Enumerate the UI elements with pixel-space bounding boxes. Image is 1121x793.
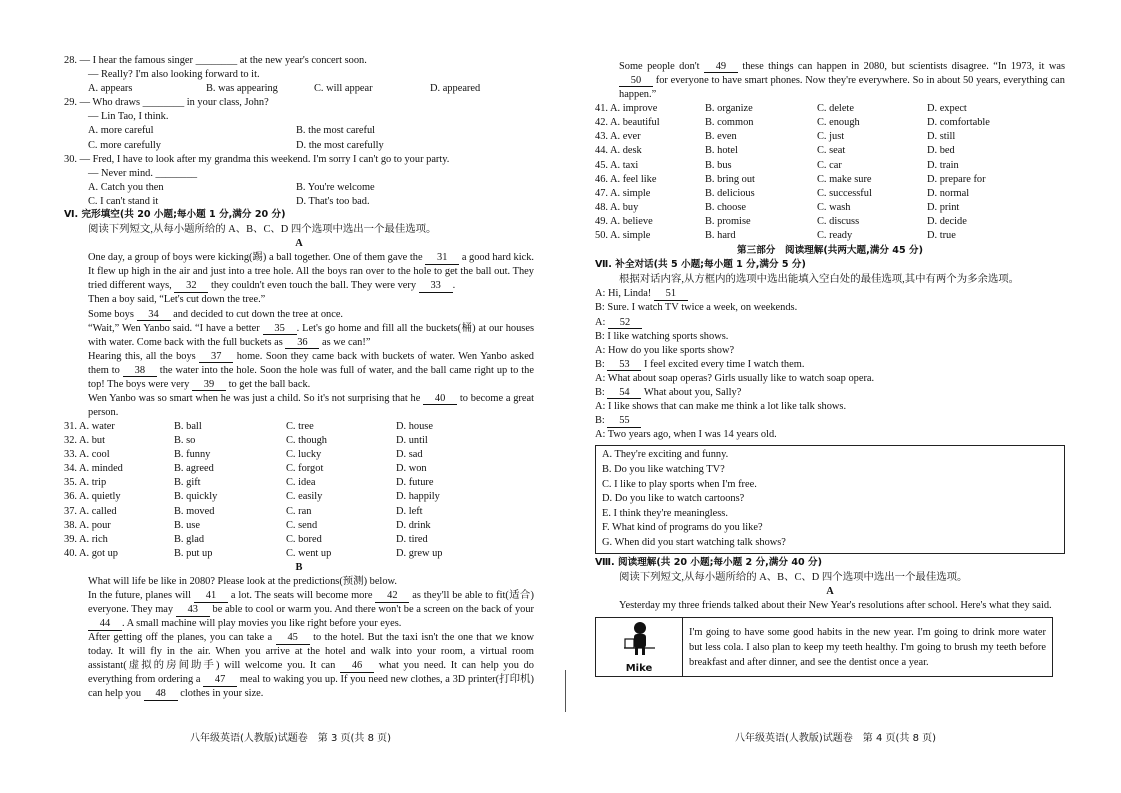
dialogue-line: A: Two years ago, when I was 14 years old. bbox=[595, 429, 777, 441]
option[interactable]: B. use bbox=[174, 519, 200, 531]
paragraph: After getting off the planes, you can take a 45 to the hotel. But the taxi isn't the one that we know today. It will fly in the air. When you arrive at the hotel and walk into your room, a virtual room assistant(虚拟的房间助手) will welcome you. It can 46 what you need. It can help you do everything from ordering a 47 meal to waking you up. If you need new clothes, a 3D printer(打印机) can help you 48 clothes in your size. bbox=[88, 632, 534, 700]
option[interactable]: 32. A. but bbox=[64, 435, 105, 447]
option[interactable]: C. discuss bbox=[817, 215, 860, 227]
page-divider bbox=[565, 670, 566, 712]
option[interactable]: C. bored bbox=[286, 533, 322, 545]
q28-reply: — Really? I'm also looking forward to it. bbox=[88, 69, 260, 81]
option[interactable]: B. common bbox=[705, 117, 754, 129]
q30-stem: 30. — Fred, I have to look after my grandma this weekend. I'm sorry I can't go to your party. bbox=[64, 153, 450, 165]
q30-reply: — Never mind. ________ bbox=[88, 167, 198, 179]
option[interactable]: B. glad bbox=[174, 533, 205, 545]
blank[interactable]: 44 bbox=[88, 618, 122, 630]
option[interactable]: 36. A. quietly bbox=[64, 491, 121, 503]
option[interactable]: C. ready bbox=[817, 229, 853, 241]
option[interactable]: 45. A. taxi bbox=[595, 159, 639, 171]
option[interactable]: C. more carefully bbox=[88, 139, 161, 151]
choice-box bbox=[595, 445, 1065, 553]
option[interactable]: C. tree bbox=[286, 420, 314, 432]
option[interactable]: D. happily bbox=[396, 491, 440, 503]
paragraph: Some boys 34 and decided to cut down the tree at once. bbox=[88, 308, 344, 320]
option[interactable]: D. That's too bad. bbox=[296, 195, 370, 207]
option[interactable]: D. tired bbox=[396, 533, 428, 545]
mike-avatar-icon bbox=[619, 619, 659, 657]
q28-options bbox=[64, 82, 534, 96]
dialogue bbox=[595, 287, 1065, 442]
blank[interactable]: 45 bbox=[276, 632, 310, 644]
blank[interactable]: 48 bbox=[144, 688, 178, 700]
paragraph: What will life be like in 2080? Please look at the predictions(预测) below. bbox=[88, 576, 397, 587]
option[interactable]: 39. A. rich bbox=[64, 533, 108, 545]
right-page-footer: 八年级英语(人教版)试题卷 第 4 页(共 8 页) bbox=[735, 733, 937, 744]
choice-option[interactable]: F. What kind of programs do you like? bbox=[602, 522, 763, 534]
option[interactable]: C. successful bbox=[817, 187, 872, 199]
option[interactable]: C. easily bbox=[286, 491, 323, 503]
q30-options-1 bbox=[64, 181, 534, 195]
section-8-instruction: 阅读下列短文,从每小题所给的 A、B、C、D 四个选项中选出一个最佳选项。 bbox=[619, 571, 968, 583]
option[interactable]: D. expect bbox=[927, 103, 967, 115]
option[interactable]: 48. A. buy bbox=[595, 201, 639, 213]
option[interactable]: A. more careful bbox=[88, 125, 154, 137]
option[interactable]: D. prepare for bbox=[927, 173, 986, 185]
paragraph: In the future, planes will 41 a lot. The seats will become more 42 as they'll be able to fit(适合) everyone. They may 43 be able to cool or warm you. And there won't be a screen on the back of your 44 . A small machine will play movies you like right before your eyes. bbox=[88, 590, 534, 630]
blank[interactable]: 38 bbox=[123, 365, 157, 377]
blank[interactable]: 40 bbox=[423, 393, 457, 405]
option[interactable]: D. print bbox=[927, 201, 960, 213]
blank[interactable]: 50 bbox=[619, 75, 653, 87]
dialogue-line: A: Hi, Linda! 51 bbox=[595, 287, 1065, 301]
option[interactable]: C. went up bbox=[286, 547, 332, 559]
blank[interactable]: 32 bbox=[174, 280, 208, 292]
blank[interactable]: 54 bbox=[607, 387, 641, 399]
option[interactable]: C. I can't stand it bbox=[88, 195, 159, 207]
blank[interactable]: 53 bbox=[607, 359, 641, 371]
option[interactable]: 44. A. desk bbox=[595, 145, 642, 157]
option[interactable]: B. put up bbox=[174, 547, 213, 559]
option[interactable]: C. though bbox=[286, 435, 327, 447]
dialogue-line: B: 53 I feel excited every time I watch them. bbox=[595, 358, 805, 370]
dialogue-line: A: I like shows that can make me think a lot like talk shows. bbox=[595, 401, 847, 413]
left-page-footer: 八年级英语(人教版)试题卷 第 3 页(共 8 页) bbox=[190, 733, 392, 744]
option[interactable]: B. delicious bbox=[705, 187, 755, 199]
part-3-title: 第三部分 阅读理解(共两大题,满分 45 分) bbox=[737, 245, 923, 257]
cloze-b-options bbox=[595, 102, 1065, 243]
option[interactable]: D. grew up bbox=[396, 547, 443, 559]
q29-options-2 bbox=[64, 139, 534, 153]
blank[interactable]: 39 bbox=[192, 379, 226, 391]
q29-options-1 bbox=[64, 124, 534, 138]
option[interactable]: B. bus bbox=[705, 159, 732, 171]
passage-a bbox=[64, 251, 534, 420]
right-page bbox=[595, 60, 1065, 677]
option[interactable]: A. Catch you then bbox=[88, 181, 164, 193]
option[interactable]: D. appeared bbox=[430, 83, 481, 95]
reading-passage-a-label: A bbox=[826, 585, 834, 597]
option[interactable]: B. promise bbox=[705, 215, 751, 227]
option[interactable]: C. forgot bbox=[286, 463, 324, 475]
choice-option[interactable]: G. When did you start watching talk shows? bbox=[602, 536, 786, 548]
dialogue-line: B: Sure. I watch TV twice a week, on weekends. bbox=[595, 302, 798, 314]
paragraph: Hearing this, all the boys 37 home. Soon they came back with buckets of water. Wen Yanbo asked them to 38 the water into the hole. Soon the hole was full of water, and the ball came right up to the top! The boys were very 39 to get the ball back. bbox=[88, 350, 534, 390]
option[interactable]: C. idea bbox=[286, 477, 316, 489]
option[interactable]: 46. A. feel like bbox=[595, 173, 657, 185]
option[interactable]: D. decide bbox=[927, 215, 967, 227]
option[interactable]: D. still bbox=[927, 131, 956, 143]
option[interactable]: 43. A. ever bbox=[595, 131, 641, 143]
blank[interactable]: 37 bbox=[199, 351, 233, 363]
option[interactable]: C. seat bbox=[817, 145, 846, 157]
option[interactable]: 33. A. cool bbox=[64, 449, 110, 461]
dialogue-line: B: 55 bbox=[595, 414, 1065, 428]
option[interactable]: C. ran bbox=[286, 505, 312, 517]
option[interactable]: D. sad bbox=[396, 449, 423, 461]
option[interactable]: B. gift bbox=[174, 477, 201, 489]
option[interactable]: 42. A. beautiful bbox=[595, 117, 660, 129]
option[interactable]: B. quickly bbox=[174, 491, 218, 503]
option[interactable]: C. will appear bbox=[314, 83, 373, 95]
section-6-instruction: 阅读下列短文,从每小题所给的 A、B、C、D 四个选项中选出一个最佳选项。 bbox=[88, 224, 437, 236]
option[interactable]: 40. A. got up bbox=[64, 547, 118, 559]
left-page bbox=[64, 54, 534, 701]
option[interactable]: D. bed bbox=[927, 145, 955, 157]
option[interactable]: 34. A. minded bbox=[64, 463, 123, 475]
option[interactable]: D. train bbox=[927, 159, 959, 171]
section-7-title: Ⅶ. 补全对话(共 5 小题;每小题 1 分,满分 5 分) bbox=[595, 259, 806, 271]
option[interactable]: D. house bbox=[396, 420, 433, 432]
dialogue-line: A: How do you like sports show? bbox=[595, 344, 735, 356]
option[interactable]: C. make sure bbox=[817, 173, 872, 185]
blank[interactable]: 49 bbox=[704, 61, 738, 73]
option[interactable]: D. until bbox=[396, 435, 428, 447]
option[interactable]: B. even bbox=[705, 131, 737, 143]
blank[interactable]: 41 bbox=[194, 590, 228, 602]
cloze-a-options bbox=[64, 420, 534, 561]
option[interactable]: D. future bbox=[396, 477, 434, 489]
option[interactable]: D. normal bbox=[927, 187, 970, 199]
option[interactable]: B. agreed bbox=[174, 463, 214, 475]
mike-name: Mike bbox=[625, 662, 653, 674]
option[interactable]: B. so bbox=[174, 435, 196, 447]
blank[interactable]: 35 bbox=[263, 323, 297, 335]
blank[interactable]: 33 bbox=[419, 280, 453, 292]
option[interactable]: C. just bbox=[817, 131, 845, 143]
q28-stem: 28. — I hear the famous singer ________ at the new year's concert soon. bbox=[64, 55, 367, 66]
option[interactable]: B. organize bbox=[705, 103, 753, 115]
q30-options-2 bbox=[64, 195, 534, 209]
choice-option[interactable]: B. Do you like watching TV? bbox=[602, 463, 725, 475]
option[interactable]: D. drink bbox=[396, 519, 431, 531]
mike-text: I'm going to have some good habits in the new year. I'm going to drink more water but less cola. I also plan to keep my teeth healthy. I'm going to brush my teeth before breakfast and after dinner, and see the dentist once a year. bbox=[683, 617, 1053, 677]
option[interactable]: B. You're welcome bbox=[296, 181, 375, 193]
option[interactable]: B. hotel bbox=[705, 145, 738, 157]
option[interactable]: 35. A. trip bbox=[64, 477, 107, 489]
option[interactable]: C. enough bbox=[817, 117, 860, 129]
passage-a-label: A bbox=[295, 238, 303, 250]
blank[interactable]: 47 bbox=[203, 674, 237, 686]
option[interactable]: D. true bbox=[927, 229, 956, 241]
blank[interactable]: 51 bbox=[654, 288, 688, 300]
option[interactable]: 47. A. simple bbox=[595, 187, 651, 199]
option[interactable]: B. was appearing bbox=[206, 83, 278, 95]
choice-option[interactable]: A. They're exciting and funny. bbox=[602, 449, 729, 461]
mike-cell bbox=[596, 617, 683, 677]
dialogue-line: B: I like watching sports shows. bbox=[595, 330, 729, 342]
blank[interactable]: 43 bbox=[176, 604, 210, 616]
paragraph: One day, a group of boys were kicking(踢) a ball together. One of them gave the 31 a good hard kick. It flew up high in the air and just into a tree hole. All the boys ran over to the hole to get the ball out. They tried different ways, 32 they couldn't even touch the ball. They were very 33 . bbox=[88, 252, 534, 292]
paragraph: “Wait,” Wen Yanbo said. “I have a better 35 . Let's go home and fill all the buckets(桶) at our houses with water. Come back with the full buckets as 36 as we can!” bbox=[88, 322, 534, 348]
option[interactable]: B. moved bbox=[174, 505, 215, 517]
section-6-title: Ⅵ. 完形填空(共 20 小题;每小题 1 分,满分 20 分) bbox=[64, 209, 286, 221]
blank[interactable]: 52 bbox=[608, 317, 642, 329]
option[interactable]: D. left bbox=[396, 505, 423, 517]
option[interactable]: B. the most careful bbox=[296, 125, 376, 137]
option[interactable]: C. send bbox=[286, 519, 318, 531]
option[interactable]: D. won bbox=[396, 463, 427, 475]
section-7-instruction: 根据对话内容,从方框内的选项中选出能填入空白处的最佳选项,其中有两个为多余选项。 bbox=[619, 274, 1020, 286]
blank[interactable]: 31 bbox=[425, 252, 459, 264]
passage-b bbox=[64, 575, 534, 701]
option[interactable]: C. delete bbox=[817, 103, 854, 115]
option[interactable]: 37. A. called bbox=[64, 505, 117, 517]
q29-stem: 29. — Who draws ________ in your class, John? bbox=[64, 97, 269, 109]
blank[interactable]: 42 bbox=[375, 590, 409, 602]
option[interactable]: C. lucky bbox=[286, 449, 322, 461]
blank[interactable]: 46 bbox=[340, 660, 374, 672]
option[interactable]: 38. A. pour bbox=[64, 519, 111, 531]
option[interactable]: 31. A. water bbox=[64, 420, 115, 432]
option[interactable]: C. car bbox=[817, 159, 842, 171]
blank[interactable]: 36 bbox=[285, 337, 319, 349]
option[interactable]: D. comfortable bbox=[927, 117, 990, 129]
paragraph: Wen Yanbo was so smart when he was just a child. So it's not surprising that he 40 to become a great person. bbox=[88, 392, 535, 418]
passage-b-label: B bbox=[295, 561, 303, 573]
option[interactable]: A. appears bbox=[88, 83, 133, 95]
blank[interactable]: 55 bbox=[607, 415, 641, 427]
paragraph: Some people don't 49 these things can happen in 2080, but scientists disagree. “In 1973, it was 50 for everyone to have smart phones. Now they're everywhere. So in about 50 years, everything can happen.” bbox=[619, 61, 1065, 101]
choice-option[interactable]: D. Do you like to watch cartoons? bbox=[602, 493, 745, 505]
option[interactable]: B. choose bbox=[705, 201, 746, 213]
option[interactable]: C. wash bbox=[817, 201, 851, 213]
paragraph: Then a boy said, “Let's cut down the tree.” bbox=[88, 294, 266, 306]
reading-intro: Yesterday my three friends talked about their New Year's resolutions after school. Here's what they said. bbox=[619, 599, 1052, 611]
option[interactable]: 41. A. improve bbox=[595, 103, 658, 115]
dialogue-line: A: What about soap operas? Girls usually like to watch soap opera. bbox=[595, 372, 875, 384]
option[interactable]: D. the most carefully bbox=[296, 139, 384, 151]
option[interactable]: 49. A. believe bbox=[595, 215, 653, 227]
dialogue-line: B: 54 What about you, Sally? bbox=[595, 387, 742, 399]
mike-resolution-table bbox=[595, 617, 1053, 678]
option[interactable]: B. funny bbox=[174, 449, 211, 461]
q29-reply: — Lin Tao, I think. bbox=[88, 111, 169, 123]
option[interactable]: 50. A. simple bbox=[595, 229, 651, 241]
option[interactable]: B. hard bbox=[705, 229, 736, 241]
option[interactable]: B. ball bbox=[174, 420, 202, 432]
dialogue-line: A: 52 bbox=[595, 316, 1065, 330]
choice-option[interactable]: C. I like to play sports when I'm free. bbox=[602, 478, 757, 490]
option[interactable]: B. bring out bbox=[705, 173, 755, 185]
choice-option[interactable]: E. I think they're meaningless. bbox=[602, 507, 728, 519]
blank[interactable]: 34 bbox=[137, 309, 171, 321]
section-8-title: Ⅷ. 阅读理解(共 20 小题;每小题 2 分,满分 40 分) bbox=[595, 556, 823, 568]
